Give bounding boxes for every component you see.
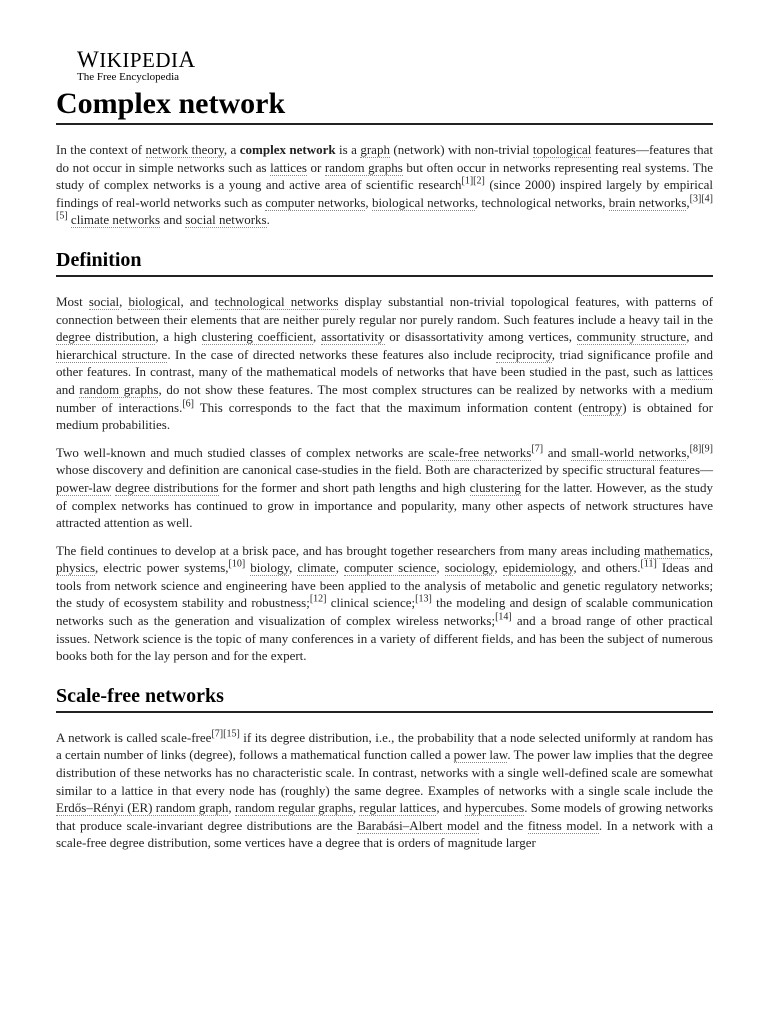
text-run: , xyxy=(686,444,690,460)
article-link[interactable]: hypercubes xyxy=(465,800,525,816)
article-link[interactable]: physics xyxy=(56,560,95,576)
text-run: , a xyxy=(223,142,240,157)
definition-paragraph-2 xyxy=(56,444,713,532)
article-link[interactable]: brain networks xyxy=(608,194,687,210)
text-run: . In the case of directed networks these features also include xyxy=(167,346,497,362)
text-run: , technological networks, xyxy=(474,194,609,210)
page-title: Complex network xyxy=(56,87,713,125)
article-link[interactable]: graph xyxy=(360,142,390,157)
citation-ref[interactable]: [5] xyxy=(56,211,68,223)
text-run: if its degree distribution, i.e., the probability that a node selected uniformly at random has a certain number of links (degree), follows a mathematical function called a xyxy=(56,729,714,763)
definition-paragraph-3 xyxy=(56,542,713,665)
text-run: whose discovery and definition are canonical case-studies in the field. Both are characterized by specific structural features— xyxy=(56,462,713,478)
text-run: or disassortativity among vertices, xyxy=(384,329,577,345)
article-link[interactable]: biological xyxy=(128,293,181,309)
article-link[interactable]: entropy xyxy=(582,399,623,415)
text-run: , xyxy=(352,800,360,816)
article-link[interactable]: clustering coefficient xyxy=(201,329,313,345)
article-link[interactable]: power-law xyxy=(56,479,112,495)
article-link[interactable]: lattices xyxy=(676,364,713,380)
text-run: features—features that do not occur in simple networks such as xyxy=(56,142,714,175)
citation-ref[interactable]: [15] xyxy=(223,728,240,740)
article-link[interactable]: biological networks xyxy=(371,194,475,210)
article-link[interactable]: Barabási–Albert model xyxy=(357,817,480,833)
text-run: , xyxy=(335,560,344,576)
text-run: for the latter. However, as the study of complex networks has continued to grow in importance and popularity, many other aspects of network structures have attracted attention as well. xyxy=(56,479,713,531)
article-link[interactable]: lattices xyxy=(270,159,307,175)
text-run: , and xyxy=(180,293,215,309)
citation-ref[interactable]: [14] xyxy=(495,611,512,623)
citation-ref[interactable]: [7] xyxy=(531,443,544,455)
text-run: , xyxy=(289,560,298,576)
citation-ref[interactable]: [10] xyxy=(228,558,246,570)
article-link[interactable]: computer networks xyxy=(265,194,366,210)
text-run: , xyxy=(686,194,690,210)
citation-ref[interactable]: [4] xyxy=(701,193,714,205)
text-run: (network) with non-trivial xyxy=(389,142,533,157)
article-link[interactable]: reciprocity xyxy=(496,346,552,362)
article-link[interactable]: hierarchical structure xyxy=(56,346,168,362)
citation-ref[interactable]: [1] xyxy=(461,175,474,187)
text-run: Two well-known and much studied classes of complex networks are xyxy=(56,444,429,460)
wikipedia-tagline: The Free Encyclopedia xyxy=(77,71,180,83)
article-link[interactable]: epidemiology xyxy=(502,560,574,576)
article-link[interactable]: assortativity xyxy=(320,329,385,345)
text-run: In the context of xyxy=(56,142,146,157)
citation-ref[interactable]: [7] xyxy=(211,728,224,740)
text-run: , xyxy=(494,560,503,576)
article-link[interactable]: Erdős–Rényi (ER) random graph xyxy=(56,800,229,816)
article-link[interactable]: regular lattices xyxy=(359,800,437,816)
text-run: , xyxy=(436,560,445,576)
text-run: . The power law implies that the degree distribution of these networks has no characteristic scale. In contrast, networks with a single well-defined scale are somewhat similar to a lattice in that every node has (roughly) the same degree. Examples of networks with a single scale include the xyxy=(56,747,713,798)
bold-term: complex network xyxy=(239,142,336,157)
text-run: , a high xyxy=(155,329,202,345)
text-run: This corresponds to the fact that the maximum information content ( xyxy=(193,399,583,415)
article-link[interactable]: fitness model xyxy=(527,817,599,833)
text-run: for the former and short path lengths and high xyxy=(218,479,470,495)
citation-ref[interactable]: [9] xyxy=(701,443,713,455)
text-run: and the xyxy=(479,817,528,833)
text-run: , xyxy=(709,542,713,558)
article-link[interactable]: degree distribution xyxy=(56,329,156,345)
article-link[interactable]: mathematics xyxy=(644,542,710,558)
text-run: and xyxy=(56,381,80,397)
text-run: and xyxy=(160,212,186,228)
text-run: , electric power systems, xyxy=(95,560,229,576)
text-run: , xyxy=(228,800,235,816)
article-link[interactable]: network theory xyxy=(145,142,224,157)
section-heading-definition: Definition xyxy=(56,248,713,277)
text-run: , xyxy=(365,194,372,210)
article-link[interactable]: social networks xyxy=(185,212,267,228)
citation-ref[interactable]: [6] xyxy=(182,398,194,410)
text-run: the modeling and design of scalable communication networks such as the generation and visualization of complex wireless networks; xyxy=(56,595,713,629)
article-link[interactable]: topological xyxy=(532,142,592,157)
text-run: and a broad range of other practical issues. Network science is the topic of many conferences in a variety of different fields, and has been the subject of numerous books both for the lay person and for the expert. xyxy=(56,613,713,664)
article-link[interactable]: technological networks xyxy=(214,293,339,309)
article-link[interactable]: sociology xyxy=(444,560,495,576)
article-link[interactable]: climate xyxy=(297,560,336,576)
scale-free-paragraph-1 xyxy=(56,729,713,852)
article-link[interactable]: random graphs xyxy=(79,381,159,397)
text-run: The field continues to develop at a brisk pace, and has brought together researchers from many areas including xyxy=(56,542,645,558)
text-run: , xyxy=(313,329,321,345)
article-link[interactable]: random graphs xyxy=(324,159,403,175)
article-link[interactable]: community structure xyxy=(576,329,687,345)
text-run: but often occur in networks representing real systems. The study of complex networks is a young and active area of scientific research xyxy=(56,159,713,193)
article-link[interactable]: social xyxy=(88,293,120,309)
wikipedia-wordmark: WIKIPEDIA xyxy=(77,47,196,72)
text-run: . xyxy=(266,212,270,228)
citation-ref[interactable]: [12] xyxy=(309,594,327,606)
text-run: , triad significance profile and other features. In contrast, many of the mathematical models of networks that have been studied in the past, such as xyxy=(56,346,713,380)
text-run: . In a network with a scale-free degree distribution, some vertices have a degree that is orders of magnitude larger xyxy=(56,817,713,851)
text-run: Most xyxy=(56,293,89,309)
citation-ref[interactable]: [13] xyxy=(415,594,432,606)
text-run: Ideas and tools from network science and engineering have been applied to the analysis of metabolic and genetic regulatory networks; the study of ecosystem stability and robustness; xyxy=(56,560,714,611)
article-link[interactable]: biology xyxy=(250,560,290,576)
article-link[interactable]: clustering xyxy=(469,479,521,495)
citation-ref[interactable]: [2] xyxy=(473,175,485,187)
citation-ref[interactable]: [8] xyxy=(689,443,702,455)
text-run: , and xyxy=(686,329,713,345)
text-run: , and xyxy=(436,800,465,816)
text-run: (since 2000) inspired largely by empirical findings of real-world networks such as xyxy=(56,177,713,210)
citation-ref[interactable]: [3] xyxy=(689,193,702,205)
text-run: display substantial non-trivial topological features, with patterns of connection between their elements that are neither purely regular nor purely random. Such features include a heavy tail in the xyxy=(56,293,713,327)
text-run: , do not show these features. The most complex structures can be realized by networks with a medium number of interactions. xyxy=(56,381,713,415)
article-link[interactable]: small-world networks xyxy=(571,444,687,460)
text-run: , and others. xyxy=(573,560,641,576)
intro-paragraph xyxy=(56,141,713,229)
article-link[interactable]: degree distributions xyxy=(115,479,219,495)
definition-paragraph-1 xyxy=(56,293,713,434)
article-link[interactable]: random regular graphs xyxy=(235,800,353,816)
wikipedia-logo[interactable] xyxy=(56,48,713,86)
article-link[interactable]: climate networks xyxy=(70,212,161,228)
text-run: ) is obtained for medium probabilities. xyxy=(56,399,714,433)
text-run: is a xyxy=(335,142,361,157)
citation-ref[interactable]: [11] xyxy=(640,558,657,570)
article-link[interactable]: scale-free networks xyxy=(428,444,532,460)
text-run: or xyxy=(306,159,325,175)
text-run: A network is called scale-free xyxy=(56,729,212,745)
text-run: , xyxy=(119,293,129,309)
article-page xyxy=(56,48,713,852)
article-link[interactable]: power law xyxy=(453,747,508,763)
article-link[interactable]: computer science xyxy=(344,560,437,576)
section-heading-scale-free: Scale-free networks xyxy=(56,684,713,713)
text-run: . Some models of growing networks that produce scale-invariant degree distributions are the xyxy=(56,800,714,833)
text-run: clinical science; xyxy=(326,595,416,611)
text-run: and xyxy=(543,444,572,460)
